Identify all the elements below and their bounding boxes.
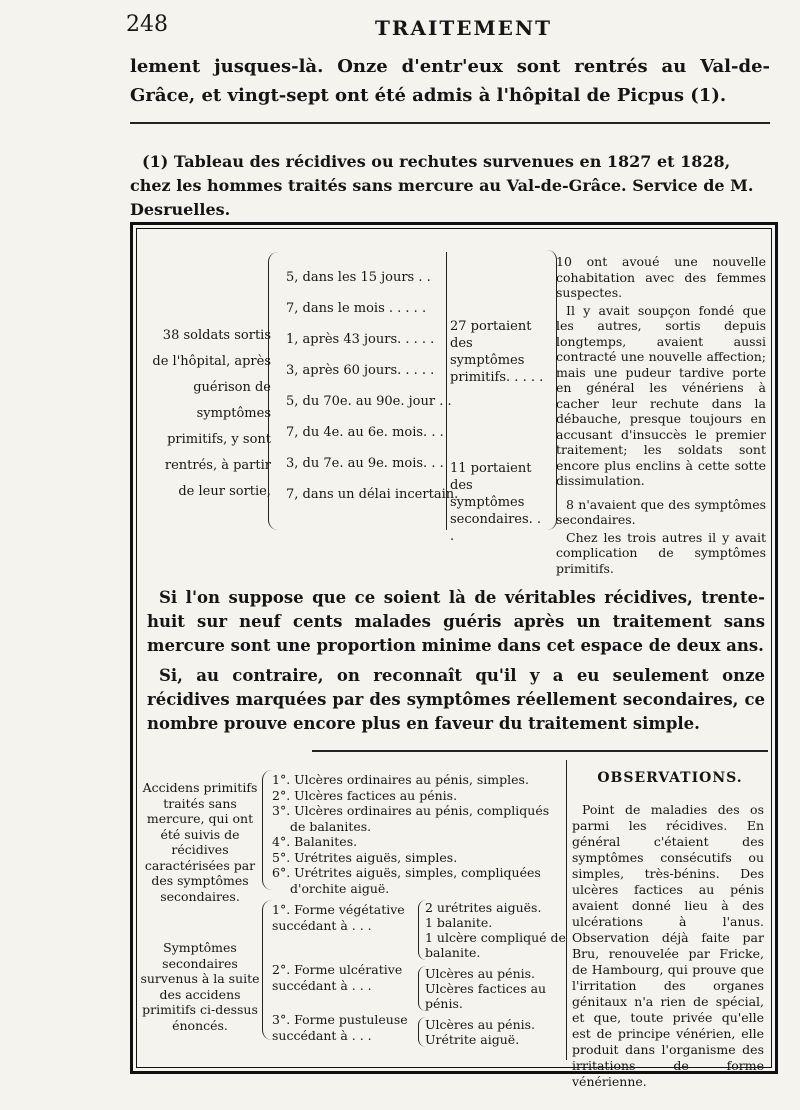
relapse-item: 5, dans les 15 jours . . bbox=[286, 270, 431, 285]
forms-list bbox=[272, 902, 422, 1062]
relapse-item: 3, du 7e. au 9e. mois. . . bbox=[286, 456, 444, 471]
accident-item: 2°. Ulcères factices au pénis. bbox=[272, 787, 458, 803]
observations-text bbox=[572, 802, 764, 1090]
accident-item: 4°. Balanites. bbox=[272, 834, 358, 849]
running-title: TRAITEMENT bbox=[375, 16, 553, 40]
observations-paragraph: Point de maladies des os parmi les récidives. En général c'étaient des symptômes consécutifs ou simples, très-bénins. Des ulcères factices au pénis avaient donné lieu à des ulcérations à l'anus. Observation déjà faite par Bru, renouvelée par Fricke, de Hambourg, qui prouve que l'irritation des organes génitaux n'a rien de spécial, et que, toute privée qu'elle est de principe vénérien, elle produit dans l'organisme des irritations de forme vénérienne. bbox=[572, 802, 764, 1089]
note-secondary: 8 n'avaient que des symptômes secondaires. bbox=[556, 496, 766, 527]
result-item: 1 balanite. bbox=[425, 915, 493, 930]
result-item: 1 ulcère compliqué de balanite. bbox=[425, 930, 566, 960]
top-paragraph: lement jusques-là. Onze d'entr'eux sont rentrés au Val-de-Grâce, et vingt-sept ont été admis à l'hôpital de Picpus (1). bbox=[130, 56, 770, 106]
note-primitive: 10 ont avoué une nouvelle cohabitation avec des femmes suspectes. bbox=[556, 254, 766, 300]
note-secondary: Chez les trois autres il y avait complication de symptômes primitifs. bbox=[556, 529, 766, 576]
form-item: 1°. Forme végétative succédant à . . . bbox=[272, 902, 405, 933]
results-list bbox=[418, 900, 566, 1053]
result-group-vegetative bbox=[418, 900, 566, 960]
accidents-list bbox=[272, 772, 562, 896]
middle-divider bbox=[446, 252, 447, 530]
left-brace bbox=[268, 252, 285, 530]
relapse-item: 7, du 4e. au 6e. mois. . . bbox=[286, 425, 444, 440]
result-item: Ulcères au pénis. bbox=[425, 966, 536, 981]
accident-item: 1°. Ulcères ordinaires au pénis, simples. bbox=[272, 772, 529, 787]
form-item: 3°. Forme pustuleuse succédant à . . . bbox=[272, 1012, 408, 1043]
lower-rule bbox=[312, 750, 768, 752]
commentary-paragraph: Si, au contraire, on reconnaît qu'il y a eu seulement onze récidives marquées par des symptômes réellement secondaires, ce nombre prouve encore plus en faveur du traitement simple. bbox=[147, 666, 765, 733]
relapse-list bbox=[286, 262, 459, 510]
commentary bbox=[147, 586, 765, 742]
top-rule bbox=[130, 122, 770, 124]
relapse-item: 5, du 70e. au 90e. jour . . bbox=[286, 394, 452, 409]
result-group-pustular bbox=[418, 1017, 566, 1047]
relapse-item: 7, dans un délai incertain. bbox=[286, 487, 459, 502]
observations-title: OBSERVATIONS. bbox=[597, 770, 743, 786]
result-item: Urétrite aiguë. bbox=[425, 1032, 520, 1047]
result-item: Ulcères au pénis. bbox=[425, 1017, 536, 1032]
accident-item: 6°. Urétrites aiguës, simples, compliquées d'orchite aiguë. bbox=[272, 865, 541, 896]
accidents-category: Accidens primitifs traités sans mercure, qui ont été suivis de récidives caractérisées par des symptômes secondaires. bbox=[142, 780, 258, 904]
primitive-count: 27 portaient des symptômes primitifs. . . . . bbox=[450, 319, 544, 385]
relapse-item: 3, après 60 jours. . . . . bbox=[286, 363, 435, 378]
result-item: 2 urétrites aiguës. bbox=[425, 900, 542, 915]
relapse-item: 7, dans le mois . . . . . bbox=[286, 301, 427, 316]
page-number: 248 bbox=[126, 12, 168, 37]
symptoms-category: Symptômes secondaires survenus à la suite des accidens primitifs ci-dessus énoncés. bbox=[140, 940, 260, 1033]
right-notes bbox=[556, 254, 766, 578]
relapse-item: 1, après 43 jours. . . . . bbox=[286, 332, 435, 347]
commentary-paragraph: Si l'on suppose que ce soient là de véritables récidives, trente-huit sur neuf cents malades guéris après un traitement sans mercure sont une proportion minime dans cet espace de deux ans. bbox=[147, 588, 765, 655]
result-group-ulcerative bbox=[418, 966, 566, 1011]
footnote-intro: (1) Tableau des récidives ou rechutes survenues en 1827 et 1828, chez les hommes traités sans mercure au Val-de-Grâce. Service de M. Desruelles. bbox=[130, 152, 754, 219]
note-primitive: Il y avait soupçon fondé que les autres, sortis depuis longtemps, avaient aussi contracté une nouvelle affection; mais une pudeur tardive porte en général les vénériens à cacher leur rechute dans la débauche, presque toujours en accusant d'insuccès le premier traitement; les soldats sont encore plus enclins à cette sotte dissimulation. bbox=[556, 302, 766, 488]
form-item: 2°. Forme ulcérative succédant à . . . bbox=[272, 962, 403, 993]
accident-item: 5°. Urétrites aiguës, simples. bbox=[272, 849, 458, 865]
secondary-count: 11 portaient des symptômes secondaires. . . bbox=[450, 461, 542, 544]
result-item: Ulcères factices au pénis. bbox=[425, 981, 547, 1011]
relapse-category: 38 soldats sortis de l'hôpital, après guérison de symptômes primitifs, y sont rentrés, à partir de leur sortie, bbox=[152, 328, 271, 499]
accident-item: 3°. Ulcères ordinaires au pénis, compliqués de balanites. bbox=[272, 803, 550, 834]
observations-divider bbox=[566, 760, 567, 1060]
